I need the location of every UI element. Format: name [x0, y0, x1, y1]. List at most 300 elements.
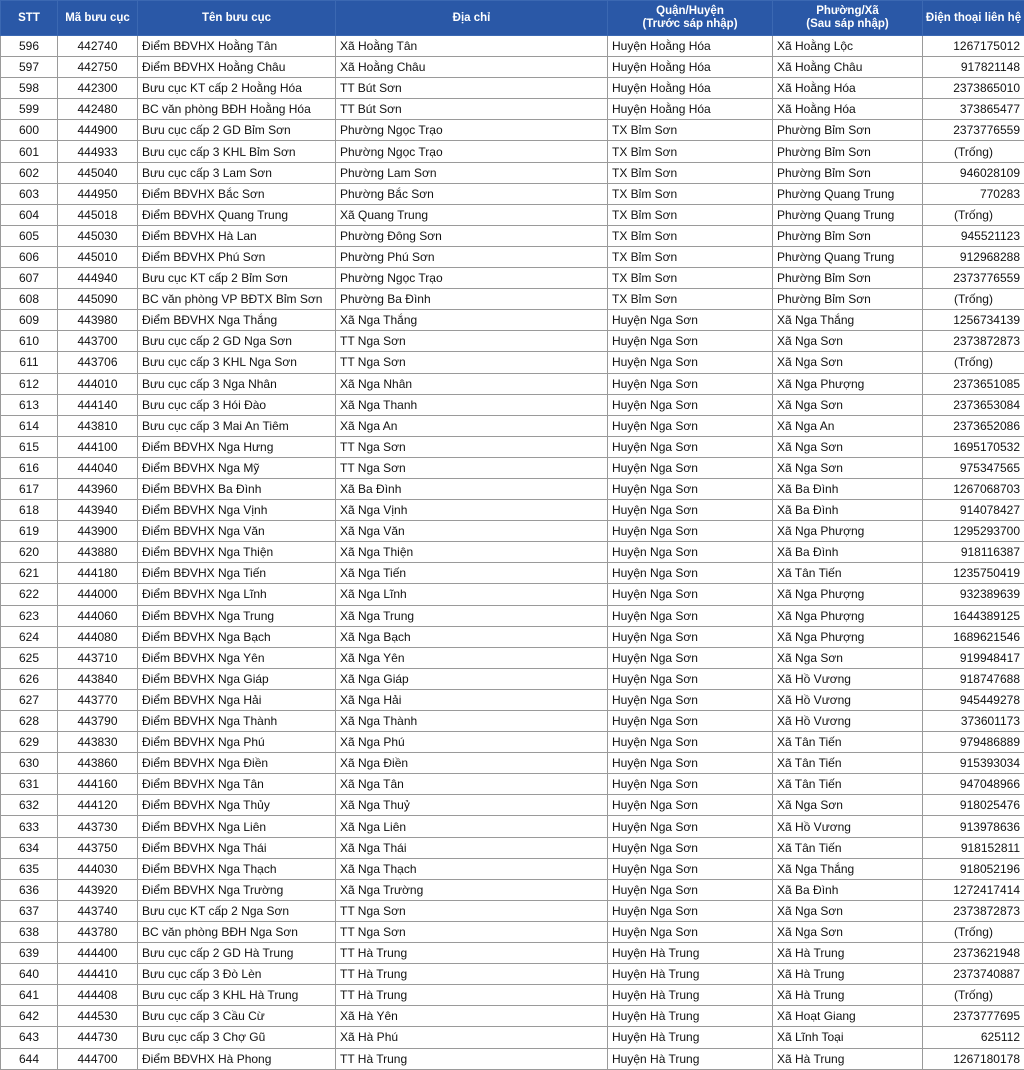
dia-chi-cell: TT Nga Sơn: [336, 900, 608, 921]
table-header: [1, 1, 1024, 36]
ma-buu-cuc-cell: 443770: [58, 689, 138, 710]
dien-thoai-cell: 1695170532: [923, 436, 1024, 457]
ma-buu-cuc-cell: 443810: [58, 415, 138, 436]
header-phuong-xa-line1: Phường/Xã: [816, 5, 879, 17]
ten-buu-cuc-cell: Điểm BĐVHX Bắc Sơn: [138, 183, 336, 204]
table-row: [1, 246, 1024, 267]
stt-cell: 617: [1, 478, 58, 499]
ma-buu-cuc-cell: 444030: [58, 858, 138, 879]
ma-buu-cuc-cell: 444410: [58, 964, 138, 985]
ma-buu-cuc-cell: 443880: [58, 542, 138, 563]
dien-thoai-cell: (Trống): [923, 352, 1024, 373]
dien-thoai-cell: 975347565: [923, 457, 1024, 478]
ma-buu-cuc-cell: 444530: [58, 1006, 138, 1027]
ten-buu-cuc-cell: Điểm BĐVHX Ba Đình: [138, 478, 336, 499]
stt-cell: 609: [1, 310, 58, 331]
dia-chi-cell: TT Nga Sơn: [336, 457, 608, 478]
table-row: [1, 204, 1024, 225]
dia-chi-cell: Phường Phú Sơn: [336, 246, 608, 267]
phuong-xa-cell: Xã Ba Đình: [773, 478, 923, 499]
header-phuong-xa: [773, 1, 923, 36]
quan-huyen-cell: Huyện Nga Sơn: [608, 921, 773, 942]
phuong-xa-cell: Xã Tân Tiến: [773, 753, 923, 774]
stt-cell: 622: [1, 584, 58, 605]
table-row: [1, 500, 1024, 521]
table-row: [1, 732, 1024, 753]
phuong-xa-cell: Xã Ba Đình: [773, 542, 923, 563]
dien-thoai-cell: 625112: [923, 1027, 1024, 1048]
quan-huyen-cell: Huyện Nga Sơn: [608, 774, 773, 795]
dien-thoai-cell: 918025476: [923, 795, 1024, 816]
table-row: [1, 120, 1024, 141]
ma-buu-cuc-cell: 444933: [58, 141, 138, 162]
ma-buu-cuc-cell: 444080: [58, 626, 138, 647]
quan-huyen-cell: Huyện Nga Sơn: [608, 352, 773, 373]
dia-chi-cell: TT Hà Trung: [336, 943, 608, 964]
phuong-xa-cell: Xã Nga Phượng: [773, 626, 923, 647]
phuong-xa-cell: Xã Nga Phượng: [773, 605, 923, 626]
ten-buu-cuc-cell: Bưu cục cấp 3 Chợ Gũ: [138, 1027, 336, 1048]
quan-huyen-cell: TX Bỉm Sơn: [608, 225, 773, 246]
ten-buu-cuc-cell: Bưu cục cấp 2 GD Hà Trung: [138, 943, 336, 964]
stt-cell: 606: [1, 246, 58, 267]
phuong-xa-cell: Xã Ba Đình: [773, 500, 923, 521]
stt-cell: 605: [1, 225, 58, 246]
table-row: [1, 457, 1024, 478]
phuong-xa-cell: Xã Nga Phượng: [773, 521, 923, 542]
ten-buu-cuc-cell: Điểm BĐVHX Nga Văn: [138, 521, 336, 542]
ten-buu-cuc-cell: Điểm BĐVHX Nga Trường: [138, 879, 336, 900]
stt-cell: 639: [1, 943, 58, 964]
quan-huyen-cell: Huyện Nga Sơn: [608, 732, 773, 753]
ten-buu-cuc-cell: Điểm BĐVHX Nga Phú: [138, 732, 336, 753]
quan-huyen-cell: TX Bỉm Sơn: [608, 183, 773, 204]
phuong-xa-cell: Xã Tân Tiến: [773, 774, 923, 795]
stt-cell: 627: [1, 689, 58, 710]
ten-buu-cuc-cell: Điểm BĐVHX Nga Giáp: [138, 668, 336, 689]
ma-buu-cuc-cell: 444900: [58, 120, 138, 141]
ten-buu-cuc-cell: Điểm BĐVHX Nga Mỹ: [138, 457, 336, 478]
stt-cell: 634: [1, 837, 58, 858]
dien-thoai-cell: 945449278: [923, 689, 1024, 710]
quan-huyen-cell: Huyện Nga Sơn: [608, 711, 773, 732]
dia-chi-cell: TT Hà Trung: [336, 985, 608, 1006]
ma-buu-cuc-cell: 443710: [58, 647, 138, 668]
dia-chi-cell: Xã Nga Bạch: [336, 626, 608, 647]
table-row: [1, 57, 1024, 78]
table-row: [1, 858, 1024, 879]
dien-thoai-cell: 945521123: [923, 225, 1024, 246]
stt-cell: 640: [1, 964, 58, 985]
stt-cell: 631: [1, 774, 58, 795]
header-ten-buu-cuc: Tên bưu cục: [138, 1, 336, 36]
dien-thoai-cell: 915393034: [923, 753, 1024, 774]
quan-huyen-cell: Huyện Hoằng Hóa: [608, 78, 773, 99]
dien-thoai-cell: 946028109: [923, 162, 1024, 183]
ma-buu-cuc-cell: 444180: [58, 563, 138, 584]
dia-chi-cell: Xã Nga Hải: [336, 689, 608, 710]
phuong-xa-cell: Xã Hà Trung: [773, 985, 923, 1006]
dia-chi-cell: Xã Nga Thái: [336, 837, 608, 858]
quan-huyen-cell: Huyện Nga Sơn: [608, 415, 773, 436]
table-row: [1, 964, 1024, 985]
quan-huyen-cell: Huyện Nga Sơn: [608, 668, 773, 689]
ma-buu-cuc-cell: 443830: [58, 732, 138, 753]
quan-huyen-cell: Huyện Hoằng Hóa: [608, 57, 773, 78]
stt-cell: 616: [1, 457, 58, 478]
quan-huyen-cell: Huyện Nga Sơn: [608, 457, 773, 478]
table-row: [1, 1027, 1024, 1048]
ma-buu-cuc-cell: 444730: [58, 1027, 138, 1048]
phuong-xa-cell: Phường Bỉm Sơn: [773, 225, 923, 246]
stt-cell: 623: [1, 605, 58, 626]
quan-huyen-cell: Huyện Hà Trung: [608, 1006, 773, 1027]
phuong-xa-cell: Xã Ba Đình: [773, 879, 923, 900]
ten-buu-cuc-cell: Điểm BĐVHX Nga Thiện: [138, 542, 336, 563]
table-row: [1, 711, 1024, 732]
stt-cell: 614: [1, 415, 58, 436]
table-row: [1, 795, 1024, 816]
phuong-xa-cell: Xã Nga Sơn: [773, 352, 923, 373]
table-row: [1, 1048, 1024, 1069]
phuong-xa-cell: Phường Bỉm Sơn: [773, 162, 923, 183]
ma-buu-cuc-cell: 445018: [58, 204, 138, 225]
stt-cell: 637: [1, 900, 58, 921]
header-row: [1, 1, 1024, 36]
ten-buu-cuc-cell: Điểm BĐVHX Nga Điền: [138, 753, 336, 774]
ma-buu-cuc-cell: 442740: [58, 36, 138, 57]
stt-cell: 603: [1, 183, 58, 204]
table-row: [1, 225, 1024, 246]
dien-thoai-cell: 918747688: [923, 668, 1024, 689]
dien-thoai-cell: 1644389125: [923, 605, 1024, 626]
ma-buu-cuc-cell: 443700: [58, 331, 138, 352]
dien-thoai-cell: (Trống): [923, 985, 1024, 1006]
phuong-xa-cell: Xã Nga Sơn: [773, 647, 923, 668]
stt-cell: 604: [1, 204, 58, 225]
phuong-xa-cell: Xã Nga Phượng: [773, 373, 923, 394]
phuong-xa-cell: Phường Bỉm Sơn: [773, 120, 923, 141]
ma-buu-cuc-cell: 444040: [58, 457, 138, 478]
phuong-xa-cell: Xã Hà Trung: [773, 1048, 923, 1069]
phuong-xa-cell: Xã Nga An: [773, 415, 923, 436]
phuong-xa-cell: Xã Lĩnh Toại: [773, 1027, 923, 1048]
quan-huyen-cell: TX Bỉm Sơn: [608, 268, 773, 289]
stt-cell: 615: [1, 436, 58, 457]
stt-cell: 602: [1, 162, 58, 183]
phuong-xa-cell: Xã Hà Trung: [773, 943, 923, 964]
dia-chi-cell: TT Bút Sơn: [336, 99, 608, 120]
stt-cell: 635: [1, 858, 58, 879]
quan-huyen-cell: Huyện Nga Sơn: [608, 816, 773, 837]
header-phuong-xa-line2: (Sau sáp nhập): [806, 18, 888, 30]
dien-thoai-cell: 1235750419: [923, 563, 1024, 584]
stt-cell: 608: [1, 289, 58, 310]
quan-huyen-cell: Huyện Nga Sơn: [608, 858, 773, 879]
ma-buu-cuc-cell: 442480: [58, 99, 138, 120]
dia-chi-cell: Phường Đông Sơn: [336, 225, 608, 246]
dia-chi-cell: Xã Hoằng Tân: [336, 36, 608, 57]
stt-cell: 643: [1, 1027, 58, 1048]
phuong-xa-cell: Xã Nga Thắng: [773, 858, 923, 879]
ma-buu-cuc-cell: 443840: [58, 668, 138, 689]
dien-thoai-cell: 913978636: [923, 816, 1024, 837]
dia-chi-cell: Xã Nga Vịnh: [336, 500, 608, 521]
header-ma-buu-cuc: Mã bưu cục: [58, 1, 138, 36]
ma-buu-cuc-cell: 444700: [58, 1048, 138, 1069]
dien-thoai-cell: (Trống): [923, 289, 1024, 310]
dien-thoai-cell: 2373777695: [923, 1006, 1024, 1027]
phuong-xa-cell: Xã Nga Sơn: [773, 436, 923, 457]
ten-buu-cuc-cell: Bưu cục KT cấp 2 Nga Sơn: [138, 900, 336, 921]
table-row: [1, 563, 1024, 584]
quan-huyen-cell: Huyện Nga Sơn: [608, 605, 773, 626]
header-quan-huyen-line2: (Trước sáp nhập): [642, 18, 737, 30]
quan-huyen-cell: Huyện Hà Trung: [608, 964, 773, 985]
stt-cell: 607: [1, 268, 58, 289]
quan-huyen-cell: Huyện Nga Sơn: [608, 647, 773, 668]
dia-chi-cell: Phường Ngọc Trạo: [336, 141, 608, 162]
phuong-xa-cell: Phường Bỉm Sơn: [773, 289, 923, 310]
ten-buu-cuc-cell: Điểm BĐVHX Hoằng Tân: [138, 36, 336, 57]
ten-buu-cuc-cell: Điểm BĐVHX Hoằng Châu: [138, 57, 336, 78]
ma-buu-cuc-cell: 443960: [58, 478, 138, 499]
quan-huyen-cell: Huyện Nga Sơn: [608, 900, 773, 921]
dien-thoai-cell: 914078427: [923, 500, 1024, 521]
table-row: [1, 689, 1024, 710]
ten-buu-cuc-cell: Điểm BĐVHX Nga Hải: [138, 689, 336, 710]
dia-chi-cell: Xã Nga Thành: [336, 711, 608, 732]
phuong-xa-cell: Xã Tân Tiến: [773, 837, 923, 858]
dia-chi-cell: Xã Nga Yên: [336, 647, 608, 668]
dien-thoai-cell: 912968288: [923, 246, 1024, 267]
dia-chi-cell: TT Nga Sơn: [336, 352, 608, 373]
phuong-xa-cell: Xã Tân Tiến: [773, 563, 923, 584]
dia-chi-cell: Xã Nga Trường: [336, 879, 608, 900]
table-row: [1, 394, 1024, 415]
table-row: [1, 900, 1024, 921]
phuong-xa-cell: Xã Hồ Vương: [773, 711, 923, 732]
quan-huyen-cell: TX Bỉm Sơn: [608, 141, 773, 162]
dien-thoai-cell: 919948417: [923, 647, 1024, 668]
dien-thoai-cell: (Trống): [923, 921, 1024, 942]
phuong-xa-cell: Xã Hoằng Châu: [773, 57, 923, 78]
ma-buu-cuc-cell: 445010: [58, 246, 138, 267]
table-row: [1, 521, 1024, 542]
dien-thoai-cell: 932389639: [923, 584, 1024, 605]
phuong-xa-cell: Xã Nga Thắng: [773, 310, 923, 331]
table-row: [1, 310, 1024, 331]
phuong-xa-cell: Xã Hoằng Hóa: [773, 99, 923, 120]
dien-thoai-cell: 1295293700: [923, 521, 1024, 542]
quan-huyen-cell: Huyện Hoằng Hóa: [608, 99, 773, 120]
table-row: [1, 837, 1024, 858]
quan-huyen-cell: Huyện Hà Trung: [608, 1027, 773, 1048]
ma-buu-cuc-cell: 444010: [58, 373, 138, 394]
dien-thoai-cell: 2373653084: [923, 394, 1024, 415]
dien-thoai-cell: 2373652086: [923, 415, 1024, 436]
dien-thoai-cell: 2373621948: [923, 943, 1024, 964]
ma-buu-cuc-cell: 444140: [58, 394, 138, 415]
dia-chi-cell: Xã Nga An: [336, 415, 608, 436]
table-row: [1, 1006, 1024, 1027]
dia-chi-cell: Xã Hà Phú: [336, 1027, 608, 1048]
quan-huyen-cell: Huyện Nga Sơn: [608, 394, 773, 415]
ma-buu-cuc-cell: 444408: [58, 985, 138, 1006]
dien-thoai-cell: 2373651085: [923, 373, 1024, 394]
ma-buu-cuc-cell: 443750: [58, 837, 138, 858]
phuong-xa-cell: Phường Bỉm Sơn: [773, 141, 923, 162]
table-row: [1, 141, 1024, 162]
ma-buu-cuc-cell: 443780: [58, 921, 138, 942]
dien-thoai-cell: 373865477: [923, 99, 1024, 120]
dia-chi-cell: Xã Nga Tân: [336, 774, 608, 795]
ma-buu-cuc-cell: 442300: [58, 78, 138, 99]
stt-cell: 597: [1, 57, 58, 78]
ten-buu-cuc-cell: Bưu cục cấp 3 KHL Nga Sơn: [138, 352, 336, 373]
ten-buu-cuc-cell: Điểm BĐVHX Nga Trung: [138, 605, 336, 626]
table-row: [1, 816, 1024, 837]
phuong-xa-cell: Xã Nga Sơn: [773, 457, 923, 478]
ma-buu-cuc-cell: 443740: [58, 900, 138, 921]
table-row: [1, 647, 1024, 668]
ten-buu-cuc-cell: Điểm BĐVHX Nga Tiến: [138, 563, 336, 584]
ten-buu-cuc-cell: Điểm BĐVHX Nga Lĩnh: [138, 584, 336, 605]
quan-huyen-cell: TX Bỉm Sơn: [608, 204, 773, 225]
phuong-xa-cell: Xã Hà Trung: [773, 964, 923, 985]
dia-chi-cell: Xã Quang Trung: [336, 204, 608, 225]
header-stt: STT: [1, 1, 58, 36]
table-row: [1, 605, 1024, 626]
table-row: [1, 921, 1024, 942]
stt-cell: 600: [1, 120, 58, 141]
stt-cell: 598: [1, 78, 58, 99]
stt-cell: 596: [1, 36, 58, 57]
dien-thoai-cell: 2373776559: [923, 268, 1024, 289]
phuong-xa-cell: Xã Nga Sơn: [773, 331, 923, 352]
dien-thoai-cell: 2373872873: [923, 900, 1024, 921]
ma-buu-cuc-cell: 443790: [58, 711, 138, 732]
ma-buu-cuc-cell: 445090: [58, 289, 138, 310]
table-row: [1, 99, 1024, 120]
ma-buu-cuc-cell: 442750: [58, 57, 138, 78]
ten-buu-cuc-cell: Điểm BĐVHX Nga Hưng: [138, 436, 336, 457]
table-row: [1, 352, 1024, 373]
dien-thoai-cell: 947048966: [923, 774, 1024, 795]
stt-cell: 636: [1, 879, 58, 900]
ten-buu-cuc-cell: Điểm BĐVHX Quang Trung: [138, 204, 336, 225]
ten-buu-cuc-cell: Điểm BĐVHX Nga Thành: [138, 711, 336, 732]
ma-buu-cuc-cell: 444950: [58, 183, 138, 204]
table-row: [1, 162, 1024, 183]
ten-buu-cuc-cell: Điểm BĐVHX Nga Thạch: [138, 858, 336, 879]
ten-buu-cuc-cell: BC văn phòng BĐH Nga Sơn: [138, 921, 336, 942]
phuong-xa-cell: Xã Hồ Vương: [773, 689, 923, 710]
quan-huyen-cell: Huyện Nga Sơn: [608, 478, 773, 499]
header-dia-chi: Địa chỉ: [336, 1, 608, 36]
quan-huyen-cell: Huyện Nga Sơn: [608, 584, 773, 605]
stt-cell: 601: [1, 141, 58, 162]
ten-buu-cuc-cell: Bưu cục cấp 3 Đò Lèn: [138, 964, 336, 985]
table-row: [1, 78, 1024, 99]
stt-cell: 621: [1, 563, 58, 584]
dien-thoai-cell: 1256734139: [923, 310, 1024, 331]
table-row: [1, 626, 1024, 647]
ten-buu-cuc-cell: Điểm BĐVHX Nga Yên: [138, 647, 336, 668]
table-row: [1, 879, 1024, 900]
dia-chi-cell: Xã Hà Yên: [336, 1006, 608, 1027]
quan-huyen-cell: Huyện Nga Sơn: [608, 689, 773, 710]
ten-buu-cuc-cell: Bưu cục KT cấp 2 Hoằng Hóa: [138, 78, 336, 99]
table-row: [1, 478, 1024, 499]
dia-chi-cell: Xã Nga Thạch: [336, 858, 608, 879]
dien-thoai-cell: 918152811: [923, 837, 1024, 858]
ten-buu-cuc-cell: Điểm BĐVHX Nga Thủy: [138, 795, 336, 816]
dia-chi-cell: Xã Nga Nhân: [336, 373, 608, 394]
ten-buu-cuc-cell: BC văn phòng VP BĐTX Bỉm Sơn: [138, 289, 336, 310]
dia-chi-cell: TT Nga Sơn: [336, 436, 608, 457]
table-row: [1, 753, 1024, 774]
quan-huyen-cell: Huyện Hoằng Hóa: [608, 36, 773, 57]
ten-buu-cuc-cell: Bưu cục cấp 3 Mai An Tiêm: [138, 415, 336, 436]
quan-huyen-cell: Huyện Hà Trung: [608, 985, 773, 1006]
dien-thoai-cell: (Trống): [923, 204, 1024, 225]
dia-chi-cell: TT Hà Trung: [336, 1048, 608, 1069]
dia-chi-cell: Xã Nga Thuỷ: [336, 795, 608, 816]
quan-huyen-cell: Huyện Nga Sơn: [608, 879, 773, 900]
ten-buu-cuc-cell: Điểm BĐVHX Nga Vịnh: [138, 500, 336, 521]
quan-huyen-cell: Huyện Nga Sơn: [608, 563, 773, 584]
stt-cell: 611: [1, 352, 58, 373]
ten-buu-cuc-cell: Bưu cục cấp 3 Lam Sơn: [138, 162, 336, 183]
quan-huyen-cell: Huyện Hà Trung: [608, 1048, 773, 1069]
table-row: [1, 36, 1024, 57]
phuong-xa-cell: Xã Hoạt Giang: [773, 1006, 923, 1027]
dien-thoai-cell: 1267180178: [923, 1048, 1024, 1069]
dien-thoai-cell: 979486889: [923, 732, 1024, 753]
phuong-xa-cell: Xã Hồ Vương: [773, 668, 923, 689]
ma-buu-cuc-cell: 444120: [58, 795, 138, 816]
dien-thoai-cell: 770283: [923, 183, 1024, 204]
stt-cell: 644: [1, 1048, 58, 1069]
dia-chi-cell: Phường Ba Đình: [336, 289, 608, 310]
quan-huyen-cell: Huyện Nga Sơn: [608, 753, 773, 774]
table-row: [1, 415, 1024, 436]
stt-cell: 625: [1, 647, 58, 668]
stt-cell: 624: [1, 626, 58, 647]
stt-cell: 618: [1, 500, 58, 521]
dia-chi-cell: Xã Nga Trung: [336, 605, 608, 626]
phuong-xa-cell: Phường Quang Trung: [773, 183, 923, 204]
ten-buu-cuc-cell: Điểm BĐVHX Nga Bạch: [138, 626, 336, 647]
quan-huyen-cell: TX Bỉm Sơn: [608, 289, 773, 310]
dien-thoai-cell: 1272417414: [923, 879, 1024, 900]
stt-cell: 626: [1, 668, 58, 689]
quan-huyen-cell: Huyện Nga Sơn: [608, 795, 773, 816]
quan-huyen-cell: Huyện Nga Sơn: [608, 331, 773, 352]
dia-chi-cell: Xã Nga Thiện: [336, 542, 608, 563]
ten-buu-cuc-cell: BC văn phòng BĐH Hoằng Hóa: [138, 99, 336, 120]
stt-cell: 628: [1, 711, 58, 732]
stt-cell: 619: [1, 521, 58, 542]
ten-buu-cuc-cell: Bưu cục cấp 3 Nga Nhân: [138, 373, 336, 394]
ten-buu-cuc-cell: Bưu cục cấp 3 Cầu Cừ: [138, 1006, 336, 1027]
ten-buu-cuc-cell: Bưu cục cấp 2 GD Nga Sơn: [138, 331, 336, 352]
stt-cell: 632: [1, 795, 58, 816]
ma-buu-cuc-cell: 444940: [58, 268, 138, 289]
ten-buu-cuc-cell: Bưu cục cấp 3 KHL Bỉm Sơn: [138, 141, 336, 162]
header-quan-huyen-line1: Quận/Huyện: [656, 5, 724, 17]
